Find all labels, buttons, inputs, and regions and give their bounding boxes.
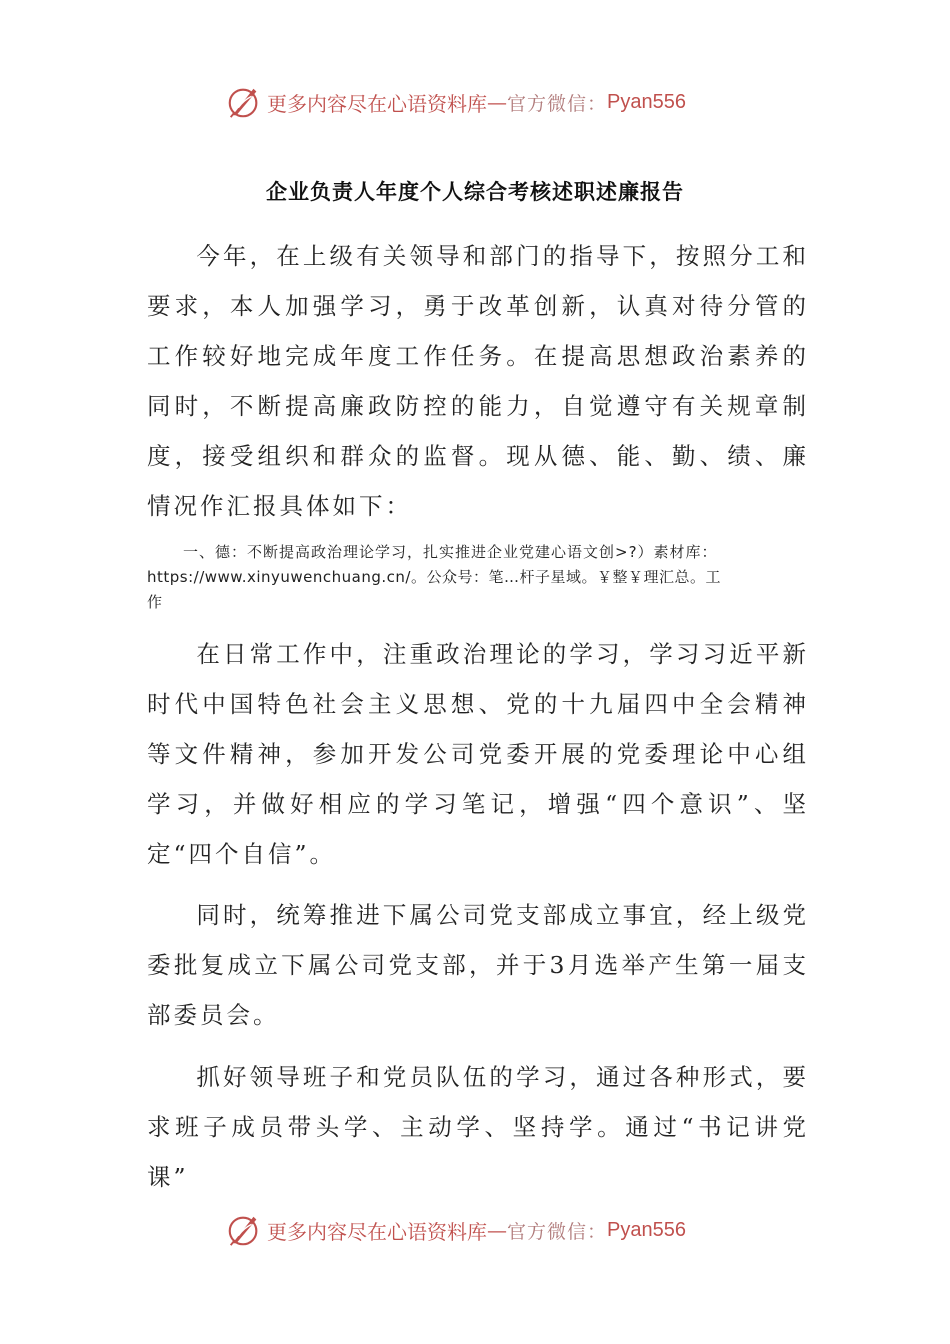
header-banner [225,82,686,122]
banner-main-text: 更多内容尽在心语资料库 [267,91,487,116]
paragraph-leadership-study: 抓好领导班子和党员队伍的学习，通过各种形式，要求班子成员带头学、主动学、坚持学。通过“书记讲党课” [147,1063,809,1191]
section-tail-line: 作 [147,593,163,611]
banner-main-text: 更多内容尽在心语资料库 [267,1219,487,1244]
paragraph-theory-study: 在日常工作中，注重政治理论的学习，学习习近平新时代中国特色社会主义思想、党的十九届四中全会精神等文件精神，参加开发公司党委开展的党委理论中心组学习，并做好相应的学习笔记，增强“四个意识”、坚定“四个自信”。 [147,640,809,868]
quill-logo-icon [225,83,263,121]
banner-separator: — [487,1218,507,1242]
section-heading-de [147,540,817,615]
banner-wechat-label: 官方微信： [507,1220,608,1243]
section-heading-line: 一、德：不断提高政治理论学习，扎实推进企业党建心语文创>?）素材库： [183,543,718,561]
quill-logo-icon [225,1211,263,1249]
banner-wechat-id: Pyan556 [607,90,686,113]
banner-separator: — [487,90,507,114]
section-url-line: https://www.xinyuwenchuang.cn/。公众号：笔…杆子星域。￥整￥理汇总。工 [147,568,721,586]
paragraph-party-branch: 同时，统筹推进下属公司党支部成立事宜，经上级党委批复成立下属公司党支部，并于3月选举产生第一届支部委员会。 [147,901,809,1029]
banner-wechat-label: 官方微信： [507,92,608,115]
document-title: 企业负责人年度个人综合考核述职述廉报告 [266,180,684,204]
footer-banner [225,1210,686,1250]
paragraph-intro: 今年，在上级有关领导和部门的指导下，按照分工和要求，本人加强学习，勇于改革创新，认真对待分管的工作较好地完成年度工作任务。在提高思想政治素养的同时，不断提高廉政防控的能力，自觉遵守有关规章制度，接受组织和群众的监督。现从德、能、勤、绩、廉情况作汇报具体如下： [147,242,809,520]
banner-wechat-id: Pyan556 [607,1218,686,1241]
